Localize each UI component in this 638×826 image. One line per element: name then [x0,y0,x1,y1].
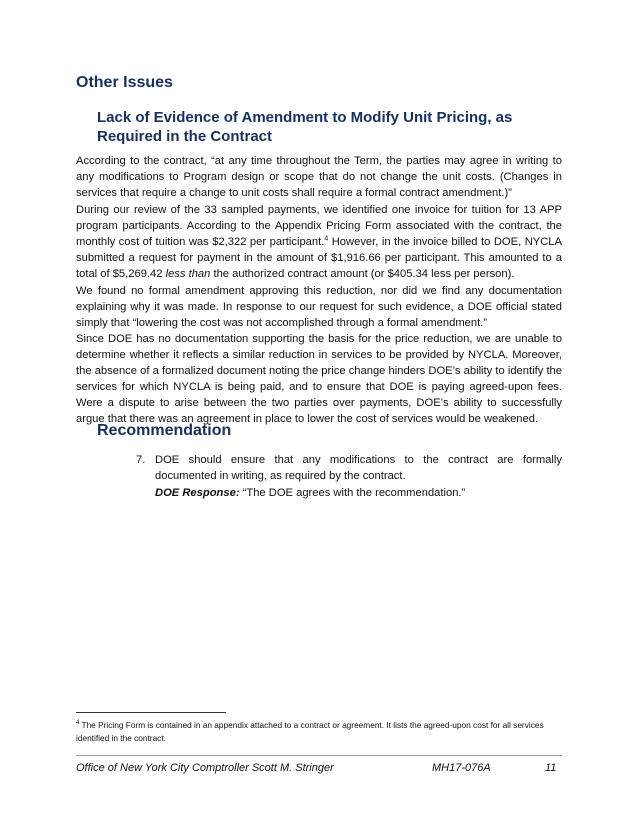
footnote-divider [76,712,226,713]
page-number: 11 [545,762,557,774]
subsection-heading: Lack of Evidence of Amendment to Modify Unit Pricing, as Required in the Contract [97,109,513,145]
recommendation-text: DOE should ensure that any modifications to the contract are formally documented in writing, as required by the contract. [155,454,562,482]
footer-office: Office of New York City Comptroller Scott M. Stringer [76,762,334,774]
section-heading: Other Issues [76,74,173,91]
doe-response [155,485,562,501]
paragraph-text: During our review of the 33 sampled payments, we identified one invoice for tuition for 13 APP program participants. According to the Appendix Pricing Form associated with the contract, the monthly cost of tuition was $2,322 per participant. [76,204,562,248]
emphasis-text: less than [165,268,211,280]
footer-divider [76,755,562,756]
paragraph-contract-quote: According to the contract, “at any time throughout the Term, the parties may agree in writing to any modifications to Program design or scope that do not change the unit costs. (Changes in services that require a change to unit costs shall require a formal contract amendment.)” [76,155,562,199]
recommendation-heading: Recommendation [97,422,232,439]
response-text: “The DOE agrees with the recommendation.” [239,487,466,499]
footer-report-code: MH17-076A [432,762,491,774]
paragraph-text: However, in the invoice billed to DOE, NYCLA submitted a request for payment in the amount of $1,916.66 per participant. This amounted to a total of $5,269.42 [76,236,562,280]
paragraph-text: the authorized contract amount (or $405.34 less per person). [210,268,515,280]
paragraph-sampled-payments [76,202,562,282]
footnote-number: 4 [76,720,80,727]
footnote [76,719,562,745]
footnote-text: The Pricing Form is contained in an appendix attached to a contract or agreement. It lists the agreed-upon cost for all services identified in the contract. [76,720,544,743]
response-label: DOE Response: [155,487,240,499]
paragraph-conclusion: Since DOE has no documentation supporting the basis for the price reduction, we are unable to determine whether it reflects a similar reduction in services to be provided by NYCLA. Moreover, the absence of a formalized document noting the price change hinders DOE’s ability to identify the services for which NYCLA is being paid, and to ensure that DOE is paying agreed-upon fees. Were a dispute to arise between the two parties over payments, DOE’s ability to successfully argue that there was an agreement in place to lower the cost of services would be weakened. [76,333,562,425]
footnote-reference: 4 [324,235,329,243]
recommendation-number: 7. [136,454,146,466]
paragraph-no-amendment: We found no formal amendment approving this reduction, nor did we find any documentation explaining why it was made. In response to our request for such evidence, a DOE official stated simply that “lowering the cost was not accomplished through a formal amendment.” [76,285,562,329]
